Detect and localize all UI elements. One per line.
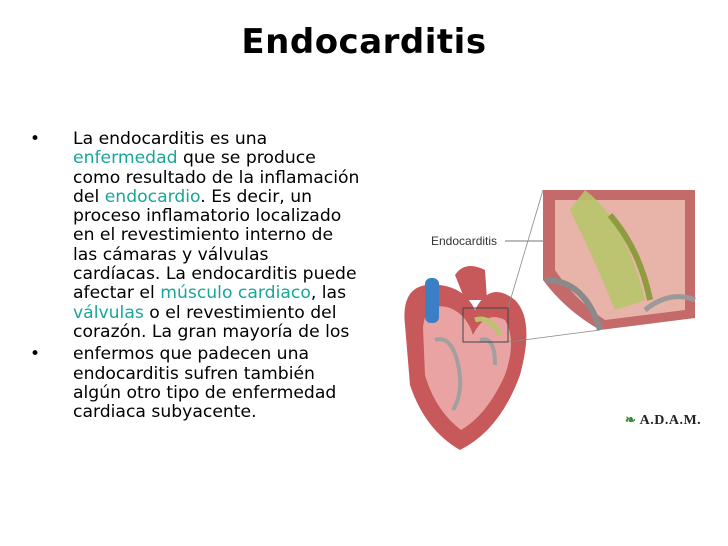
term-link[interactable]: endocardio xyxy=(104,186,201,207)
bullet-text: o el revestimiento del corazón. La gran mayoría de los xyxy=(73,302,350,342)
term-link[interactable]: enfermedad xyxy=(73,148,178,169)
heart-body xyxy=(404,266,526,450)
bullet-item xyxy=(30,130,360,342)
heart-illustration xyxy=(395,160,715,460)
vena-cava xyxy=(425,278,439,323)
bullet-dot-icon: • xyxy=(30,344,41,365)
adam-logo-text: A.D.A.M. xyxy=(639,413,702,428)
slide-title: Endocarditis xyxy=(241,22,487,62)
adam-logo-mark: ❧ xyxy=(625,412,637,427)
bullet-dot-icon: • xyxy=(30,129,41,149)
term-link[interactable]: válvulas xyxy=(73,302,144,323)
bullet-text: La endocarditis es una xyxy=(73,129,268,149)
valve-inset xyxy=(543,190,695,330)
bullet-text: que se produce como resultado de la inflamación del xyxy=(73,148,360,207)
bullet-text: enfermos que padecen una endocarditis sufren también algún otro tipo de enfermedad cardiaca subyacente. xyxy=(73,344,337,423)
callout-label: Endocarditis xyxy=(431,234,498,248)
bullet-item xyxy=(30,345,360,422)
bullet-text: . Es decir, un proceso inflamatorio localizado en el revestimiento interno de las cámaras y válvulas cardíacas. La endocarditis puede afectar el xyxy=(73,186,357,304)
term-link[interactable]: músculo cardiaco xyxy=(160,283,311,304)
adam-logo xyxy=(625,412,701,429)
bullet-text: , las xyxy=(310,283,347,304)
bullet-list xyxy=(30,130,360,425)
